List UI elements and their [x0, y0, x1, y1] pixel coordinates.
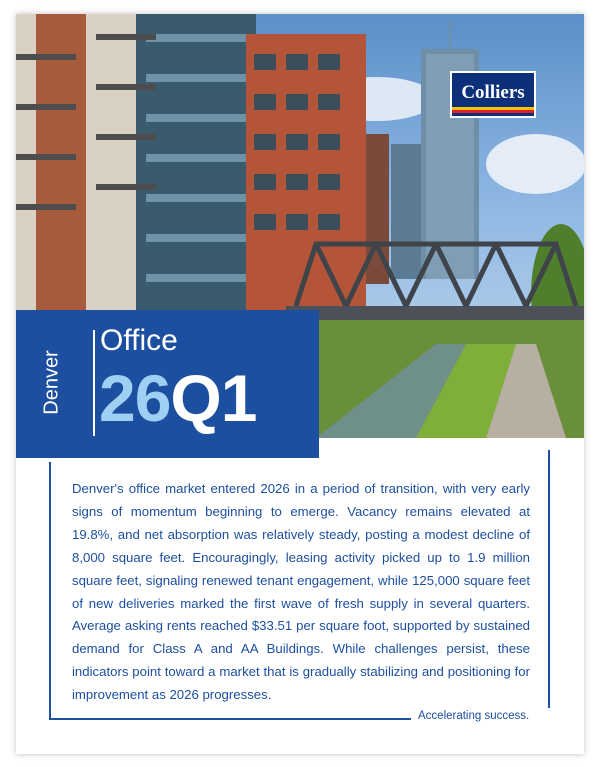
- sector-title: Office: [100, 324, 178, 357]
- tagline: Accelerating success.: [418, 710, 530, 722]
- title-divider: [93, 330, 95, 436]
- frame-line-left: [49, 462, 51, 720]
- frame-line-right: [548, 450, 550, 708]
- quarter-year: 26: [99, 361, 171, 435]
- report-cover: [16, 14, 584, 754]
- quarter-label: Q1: [170, 361, 257, 435]
- cover-title-block: [16, 310, 319, 458]
- colliers-logo: [450, 71, 536, 118]
- quarter-title: [99, 360, 256, 436]
- frame-line-bottom: [49, 718, 411, 720]
- logo-stripe-red: [452, 110, 534, 113]
- city-label: Denver: [40, 350, 63, 415]
- logo-stripes: [452, 107, 534, 113]
- market-summary-paragraph: Denver's office market entered 2026 in a period of transition, with very early signs of momentum beginning to emerge. Vacancy remains elevated at 19.8%, and net absorption was relatively steady, posting a modest decline of 8,000 square feet. Encouragingly, leasing activity picked up to 1.9 million square feet, signaling renewed tenant engagement, while 125,000 square feet of new deliveries marked the first wave of fresh supply in several quarters. Average asking rents reached $33.51 per square foot, supported by sustained demand for Class A and AA Buildings. While challenges persist, these indicators point toward a market that is gradually stabilizing and positioning for improvement as 2026 progresses.: [72, 481, 530, 703]
- logo-wordmark: Colliers: [461, 81, 525, 103]
